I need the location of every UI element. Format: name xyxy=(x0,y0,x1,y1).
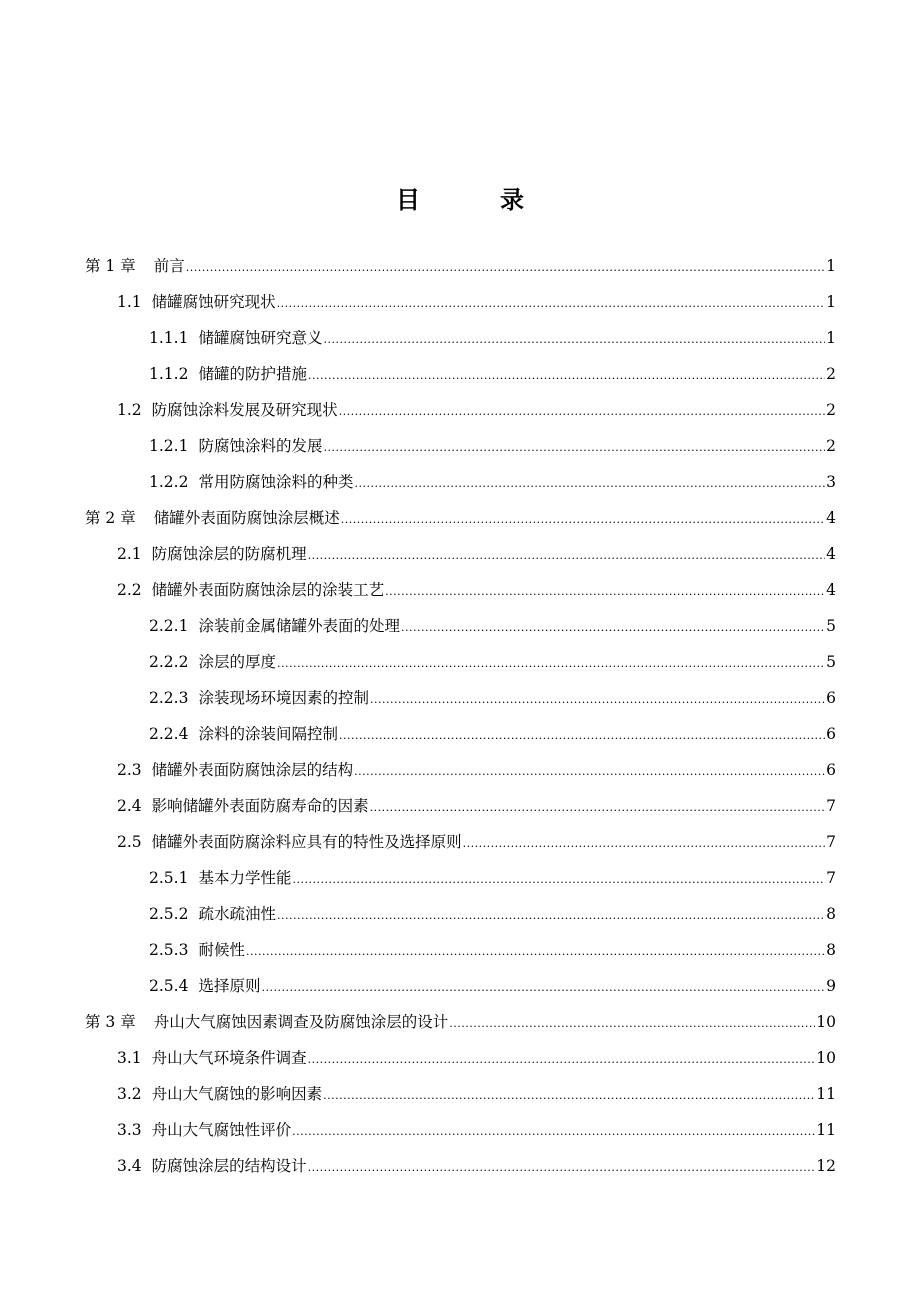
toc-entry-number: 2.5.4 xyxy=(149,977,189,995)
toc-entry-number: 1.1 xyxy=(117,293,142,311)
toc-entry-title: 储罐外表面防腐蚀涂层概述 xyxy=(153,509,340,527)
toc-entry-page-number: 2 xyxy=(826,437,836,455)
toc-entry[interactable] xyxy=(117,572,836,608)
toc-entry-title: 储罐腐蚀研究意义 xyxy=(198,329,323,347)
toc-entry[interactable] xyxy=(85,1004,836,1040)
toc-entry-title: 储罐外表面防腐蚀涂层的结构 xyxy=(151,761,354,779)
toc-entry-title: 储罐的防护措施 xyxy=(198,365,307,383)
toc-dot-leader xyxy=(323,1078,815,1114)
toc-entry-page-number: 1 xyxy=(826,257,836,275)
toc-entry-page-number: 6 xyxy=(826,725,836,743)
toc-entry[interactable] xyxy=(149,860,836,896)
toc-dot-leader xyxy=(308,1150,816,1186)
toc-entry-page-number: 8 xyxy=(826,905,836,923)
toc-entry[interactable] xyxy=(117,392,836,428)
toc-dot-leader xyxy=(463,826,825,862)
toc-entry-page-number: 10 xyxy=(816,1049,836,1067)
toc-dot-leader xyxy=(341,502,825,538)
toc-entry[interactable] xyxy=(117,788,836,824)
toc-entry-page-number: 4 xyxy=(826,545,836,563)
toc-title: 目 录 xyxy=(396,186,552,214)
toc-entry-number: 1.1.1 xyxy=(149,329,189,347)
toc-dot-leader xyxy=(370,682,825,718)
toc-entry[interactable] xyxy=(149,428,836,464)
toc-entry-title: 涂装现场环境因素的控制 xyxy=(198,689,369,707)
toc-dot-leader xyxy=(246,934,825,970)
toc-entry[interactable] xyxy=(117,1148,836,1184)
toc-entry-number: 2.2.1 xyxy=(149,617,189,635)
toc-entry-title: 防腐蚀涂料的发展 xyxy=(198,437,323,455)
toc-entry-number: 2.5 xyxy=(117,833,142,851)
toc-dot-leader xyxy=(292,1114,815,1150)
toc-entry-page-number: 7 xyxy=(826,833,836,851)
toc-dot-leader xyxy=(385,574,825,610)
toc-entry[interactable] xyxy=(117,536,836,572)
toc-entry-page-number: 11 xyxy=(816,1085,836,1103)
toc-entry[interactable] xyxy=(117,752,836,788)
toc-entry-number: 3.2 xyxy=(117,1085,142,1103)
toc-entry-number: 3.3 xyxy=(117,1121,142,1139)
toc-entry-title: 舟山大气腐蚀因素调查及防腐蚀涂层的设计 xyxy=(153,1013,449,1031)
toc-entry-page-number: 11 xyxy=(816,1121,836,1139)
toc-entry[interactable] xyxy=(149,320,836,356)
toc-entry[interactable] xyxy=(149,356,836,392)
toc-entry-title: 涂装前金属储罐外表面的处理 xyxy=(198,617,400,635)
toc-entry[interactable] xyxy=(117,824,836,860)
toc-dot-leader xyxy=(323,322,825,358)
toc-entry-number: 2.4 xyxy=(117,797,142,815)
toc-entry[interactable] xyxy=(117,1076,836,1112)
toc-entry[interactable] xyxy=(117,1040,836,1076)
toc-entry-title: 影响储罐外表面防腐寿命的因素 xyxy=(151,797,369,815)
toc-entry-number: 2.1 xyxy=(117,545,142,563)
toc-entry-title: 防腐蚀涂层的防腐机理 xyxy=(151,545,307,563)
toc-entry-page-number: 8 xyxy=(826,941,836,959)
toc-entry-number: 2.5.1 xyxy=(149,869,189,887)
toc-entry-number: 第 3 章 xyxy=(85,1013,136,1031)
toc-entry-number: 第 2 章 xyxy=(85,509,136,527)
toc-entry-page-number: 12 xyxy=(816,1157,836,1175)
toc-entry-title: 前言 xyxy=(153,257,185,275)
toc-entry[interactable] xyxy=(149,644,836,680)
toc-dot-leader xyxy=(449,1006,815,1042)
toc-entry-number: 2.5.3 xyxy=(149,941,189,959)
toc-entry[interactable] xyxy=(149,680,836,716)
toc-entry-page-number: 4 xyxy=(826,581,836,599)
toc-entry-number: 1.2.2 xyxy=(149,473,189,491)
toc-entry[interactable] xyxy=(117,1112,836,1148)
toc-entry-title: 涂层的厚度 xyxy=(198,653,276,671)
toc-entry-number: 2.2.2 xyxy=(149,653,189,671)
toc-entry-title: 储罐外表面防腐蚀涂层的涂装工艺 xyxy=(151,581,385,599)
toc-dot-leader xyxy=(308,358,825,394)
toc-dot-leader xyxy=(308,1042,816,1078)
toc-entry-number: 3.4 xyxy=(117,1157,142,1175)
toc-entry-page-number: 2 xyxy=(826,365,836,383)
toc-entry-page-number: 10 xyxy=(816,1013,836,1031)
toc-entry-number: 2.2 xyxy=(117,581,142,599)
toc-dot-leader xyxy=(292,862,825,898)
toc-entry-number: 1.1.2 xyxy=(149,365,189,383)
toc-dot-leader xyxy=(354,466,825,502)
toc-dot-leader xyxy=(186,250,825,286)
toc-entry-number: 1.2 xyxy=(117,401,142,419)
toc-entry-title: 基本力学性能 xyxy=(198,869,292,887)
toc-entry-page-number: 1 xyxy=(826,329,836,347)
toc-dot-leader xyxy=(401,610,825,646)
toc-entry-page-number: 4 xyxy=(826,509,836,527)
toc-entry-page-number: 7 xyxy=(826,869,836,887)
toc-entry[interactable] xyxy=(149,968,836,1004)
toc-entry[interactable] xyxy=(149,932,836,968)
toc-dot-leader xyxy=(370,790,825,826)
toc-entry-number: 2.3 xyxy=(117,761,142,779)
toc-entry-number: 3.1 xyxy=(117,1049,142,1067)
toc-entry-page-number: 7 xyxy=(826,797,836,815)
toc-dot-leader xyxy=(323,430,825,466)
toc-entry[interactable] xyxy=(149,896,836,932)
toc-entry-title: 舟山大气腐蚀的影响因素 xyxy=(151,1085,323,1103)
toc-entry[interactable] xyxy=(149,464,836,500)
toc-dot-leader xyxy=(354,754,825,790)
toc-entry-title: 防腐蚀涂料发展及研究现状 xyxy=(151,401,338,419)
toc-dot-leader xyxy=(277,286,825,322)
toc-entry-title: 储罐腐蚀研究现状 xyxy=(151,293,276,311)
toc-entry-title: 防腐蚀涂层的结构设计 xyxy=(151,1157,307,1175)
toc-entry[interactable] xyxy=(85,500,836,536)
toc-entry-number: 2.5.2 xyxy=(149,905,189,923)
toc-entry-number: 2.2.4 xyxy=(149,725,189,743)
toc-entry-page-number: 9 xyxy=(826,977,836,995)
toc-entry-title: 疏水疏油性 xyxy=(198,905,276,923)
toc-entry-title: 舟山大气腐蚀性评价 xyxy=(151,1121,292,1139)
toc-entry[interactable] xyxy=(149,716,836,752)
toc-entry[interactable] xyxy=(85,248,836,284)
toc-entry-page-number: 3 xyxy=(826,473,836,491)
toc-dot-leader xyxy=(339,718,825,754)
toc-entry-title: 舟山大气环境条件调查 xyxy=(151,1049,307,1067)
toc-entry-page-number: 2 xyxy=(826,401,836,419)
toc-dot-leader xyxy=(277,646,825,682)
toc-entry-number: 1.2.1 xyxy=(149,437,189,455)
toc-entry-title: 耐候性 xyxy=(198,941,245,959)
toc-entry-page-number: 5 xyxy=(826,653,836,671)
toc-entry-page-number: 1 xyxy=(826,293,836,311)
toc-entry-title: 涂料的涂装间隔控制 xyxy=(198,725,338,743)
toc-entry-page-number: 6 xyxy=(826,761,836,779)
toc-entry-page-number: 6 xyxy=(826,689,836,707)
toc-entry[interactable] xyxy=(149,608,836,644)
toc-dot-leader xyxy=(339,394,825,430)
toc-entry-title: 储罐外表面防腐涂料应具有的特性及选择原则 xyxy=(151,833,462,851)
toc-dot-leader xyxy=(308,538,825,574)
toc-entry-title: 选择原则 xyxy=(198,977,261,995)
toc-entry-number: 第 1 章 xyxy=(85,257,136,275)
toc-entry-number: 2.2.3 xyxy=(149,689,189,707)
toc-dot-leader xyxy=(261,970,825,1006)
toc-entry-page-number: 5 xyxy=(826,617,836,635)
toc-entry-title: 常用防腐蚀涂料的种类 xyxy=(198,473,354,491)
toc-dot-leader xyxy=(277,898,825,934)
toc-entry[interactable] xyxy=(117,284,836,320)
